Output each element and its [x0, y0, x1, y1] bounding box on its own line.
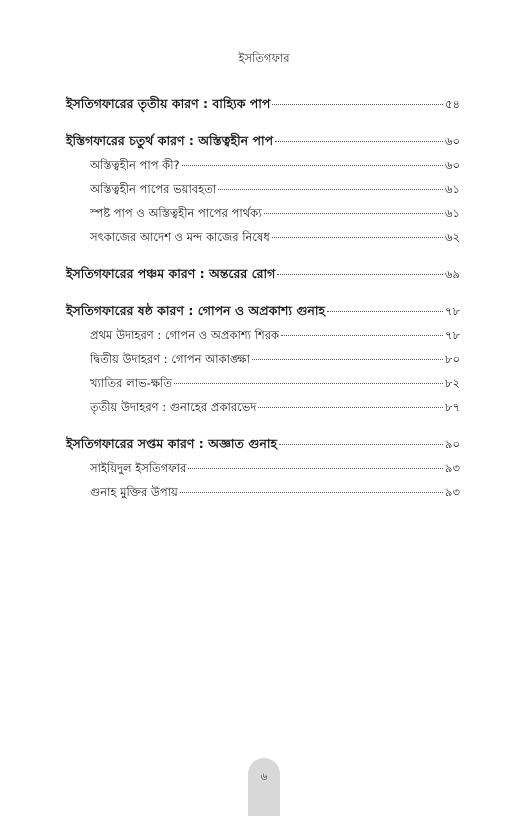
- toc-entry-title: অস্তিত্বহীন পাপের ভয়াবহতা: [90, 182, 217, 196]
- toc-page-number: ৭৮: [445, 328, 460, 342]
- toc-page-number: ৬১: [445, 182, 460, 196]
- toc-entry-row: [66, 371, 460, 395]
- toc-entry-row: [66, 201, 460, 225]
- page-number: ৬: [260, 771, 268, 783]
- toc-entry-row: [66, 225, 460, 249]
- toc-page-number: ৯০: [445, 437, 460, 451]
- toc-page-number: ৬২: [445, 230, 460, 244]
- toc-page-number: ৭৮: [445, 304, 460, 318]
- toc-page-number: ৬০: [445, 134, 460, 148]
- toc-page-number: ৬১: [445, 206, 460, 220]
- toc-heading-title: ইসতিগফারের পঞ্চম কারণ : অন্তরের রোগ: [66, 266, 276, 281]
- table-of-contents: [66, 92, 460, 517]
- toc-section: [66, 432, 460, 504]
- toc-entry-title: সৎকাজের আদেশ ও মন্দ কাজের নিষেধ: [90, 230, 270, 244]
- toc-heading-row: [66, 129, 460, 153]
- toc-page-number: ৬৯: [445, 267, 460, 281]
- toc-entry-row: [66, 395, 460, 419]
- toc-page-number: ৬০: [445, 158, 460, 172]
- toc-entry-title: স্পষ্ট পাপ ও অস্তিত্বহীন পাপের পার্থক্য: [90, 206, 262, 220]
- toc-heading-row: [66, 432, 460, 456]
- toc-section: [66, 262, 460, 286]
- toc-heading-row: [66, 299, 460, 323]
- dot-leader: [182, 165, 443, 166]
- toc-entry-title: দ্বিতীয় উদাহরণ : গোপন আকাঙ্ক্ষা: [90, 352, 250, 366]
- toc-heading-row: [66, 92, 460, 116]
- dot-leader: [174, 383, 443, 384]
- dot-leader: [264, 213, 444, 214]
- toc-section: [66, 299, 460, 419]
- dot-leader: [258, 407, 443, 408]
- toc-entry-row: [66, 347, 460, 371]
- dot-leader: [272, 104, 443, 105]
- toc-heading-row: [66, 262, 460, 286]
- dot-leader: [275, 141, 443, 142]
- dot-leader: [327, 311, 443, 312]
- toc-section: [66, 129, 460, 249]
- toc-entry-title: অস্তিত্বহীন পাপ কী?: [90, 158, 180, 172]
- toc-entry-row: [66, 456, 460, 480]
- toc-entry-title: প্রথম উদাহরণ : গোপন ও অপ্রকাশ্য শিরক: [90, 328, 280, 342]
- toc-section: [66, 92, 460, 116]
- dot-leader: [277, 274, 443, 275]
- running-head: ইসতিগফার: [238, 51, 290, 65]
- toc-entry-title: সাইয়িদুল ইসতিগফার: [90, 461, 187, 475]
- toc-page-number: ৯৩: [445, 485, 460, 499]
- dot-leader: [180, 492, 443, 493]
- dot-leader: [272, 237, 443, 238]
- toc-page-number: ৮২: [445, 376, 460, 390]
- toc-entry-row: [66, 153, 460, 177]
- dot-leader: [252, 359, 443, 360]
- dot-leader: [188, 468, 443, 469]
- dot-leader: [281, 335, 443, 336]
- toc-heading-title: ইসতিগফারের ষষ্ঠ কারণ : গোপন ও অপ্রকাশ্য গুনাহ: [66, 303, 326, 318]
- toc-entry-row: [66, 323, 460, 347]
- toc-entry-title: গুনাহ মুক্তির উপায়: [90, 485, 178, 499]
- toc-entry-row: [66, 480, 460, 504]
- toc-page-number: ৫৪: [445, 97, 460, 111]
- toc-heading-title: ইসতিগফারের সপ্তম কারণ : অজ্ঞাত গুনাহ: [66, 436, 278, 451]
- toc-page-number: ৮৭: [445, 400, 460, 414]
- toc-heading-title: ইসতিগফারের তৃতীয় কারণ : বাহ্যিক পাপ: [66, 96, 271, 111]
- dot-leader: [218, 189, 443, 190]
- page-number-tab: [248, 758, 280, 816]
- dot-leader: [279, 444, 443, 445]
- toc-page-number: ৮০: [445, 352, 460, 366]
- toc-entry-title: খ্যাতির লাভ-ক্ষতি: [90, 376, 172, 390]
- toc-page-number: ৯৩: [445, 461, 460, 475]
- toc-heading-title: ইস্তিগফারের চতুর্থ কারণ : অস্তিত্বহীন পাপ: [66, 133, 274, 148]
- toc-entry-title: তৃতীয় উদাহরণ : গুনাহের প্রকারভেদ: [90, 400, 257, 414]
- toc-entry-row: [66, 177, 460, 201]
